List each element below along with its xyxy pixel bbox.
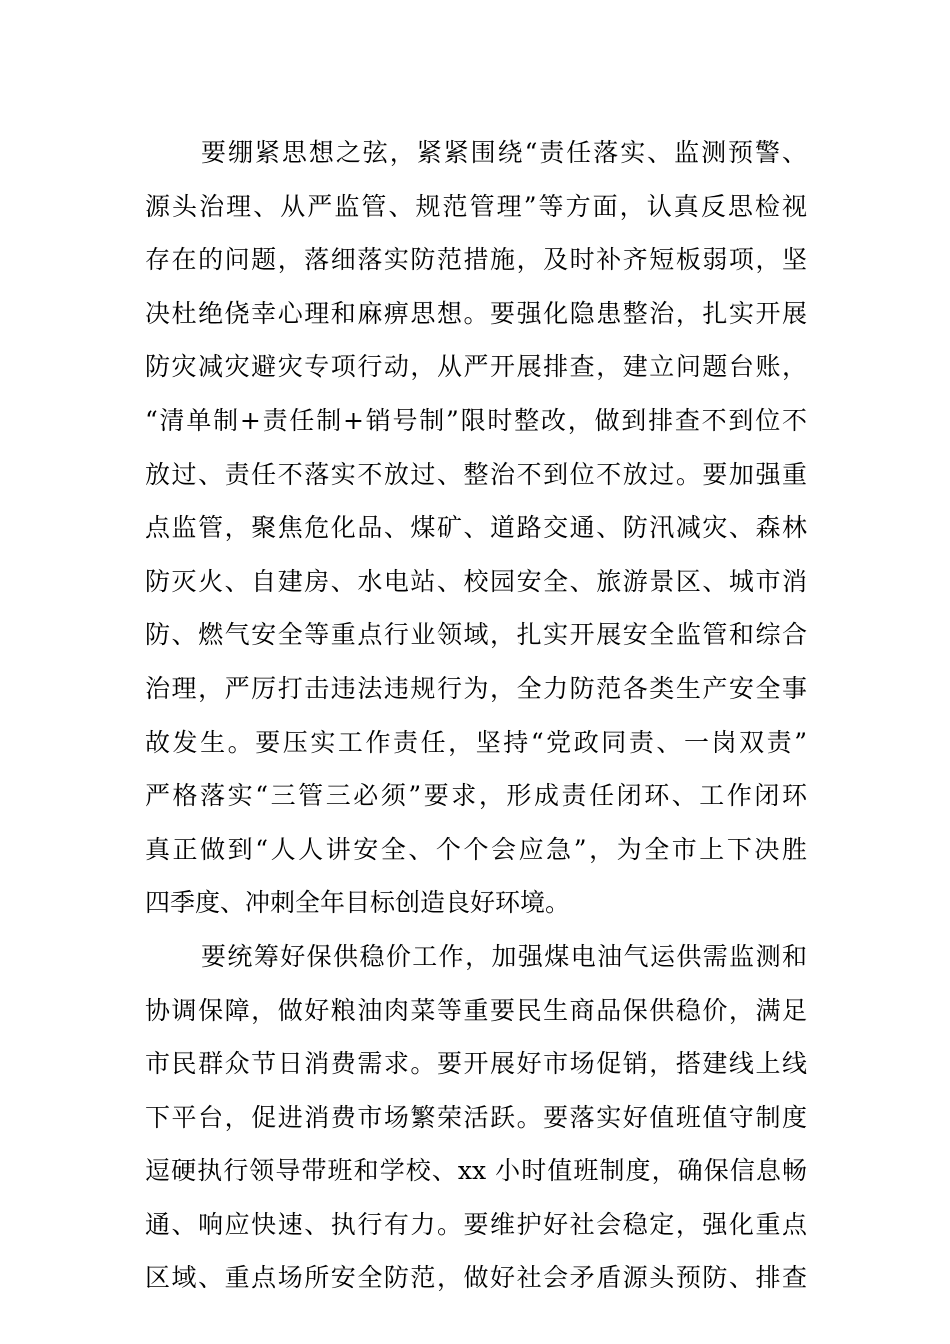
- paragraph-line: 要统筹好保供稳价工作，加强煤电油气运供需监测和: [201, 941, 807, 971]
- paragraph-line: 故发生。要压实工作责任，坚持“党政同责、一岗双责”: [145, 727, 807, 757]
- paragraph-line: 区域、重点场所安全防范，做好社会矛盾源头预防、排查: [145, 1263, 807, 1293]
- paragraph-line: 逗硬执行领导带班和学校、xx 小时值班制度，确保信息畅: [145, 1156, 807, 1186]
- paragraph-line: 存在的问题，落细落实防范措施，及时补齐短板弱项，坚: [145, 245, 807, 275]
- paragraph-line: 点监管，聚焦危化品、煤矿、道路交通、防汛减灾、森林: [145, 513, 807, 543]
- paragraph-line: 四季度、冲刺全年目标创造良好环境。: [145, 888, 571, 918]
- paragraph-line: 要绷紧思想之弦，紧紧围绕“责任落实、监测预警、: [201, 138, 807, 167]
- paragraph-line: 放过、责任不落实不放过、整治不到位不放过。要加强重: [145, 459, 807, 489]
- paragraph-line: 防灭火、自建房、水电站、校园安全、旅游景区、城市消: [145, 566, 807, 596]
- paragraph-line: 决杜绝侥幸心理和麻痹思想。要强化隐患整治，扎实开展: [145, 298, 807, 328]
- paragraph-line: 通、响应快速、执行有力。要维护好社会稳定，强化重点: [145, 1209, 807, 1239]
- paragraph-line: 真正做到“人人讲安全、个个会应急”，为全市上下决胜: [145, 834, 807, 864]
- paragraph-safety: [145, 126, 807, 930]
- document-body: [145, 126, 807, 1305]
- paragraph-line: 严格落实“三管三必须”要求，形成责任闭环、工作闭环: [145, 781, 807, 811]
- paragraph-line: 下平台，促进消费市场繁荣活跃。要落实好值班值守制度: [145, 1102, 807, 1132]
- paragraph-line: 防、燃气安全等重点行业领域，扎实开展安全监管和综合: [145, 620, 807, 650]
- paragraph-line: “清单制+责任制+销号制”限时整改，做到排查不到位不: [145, 405, 807, 435]
- paragraph-line: 治理，严厉打击违法违规行为，全力防范各类生产安全事: [145, 673, 807, 703]
- paragraph-line: 市民群众节日消费需求。要开展好市场促销，搭建线上线: [145, 1049, 807, 1079]
- paragraph-line: 源头治理、从严监管、规范管理”等方面，认真反思检视: [145, 191, 807, 221]
- paragraph-line: 协调保障，做好粮油肉菜等重要民生商品保供稳价，满足: [145, 995, 807, 1025]
- paragraph-supply: [145, 930, 807, 1305]
- paragraph-line: 防灾减灾避灾专项行动，从严开展排查，建立问题台账，: [145, 352, 807, 382]
